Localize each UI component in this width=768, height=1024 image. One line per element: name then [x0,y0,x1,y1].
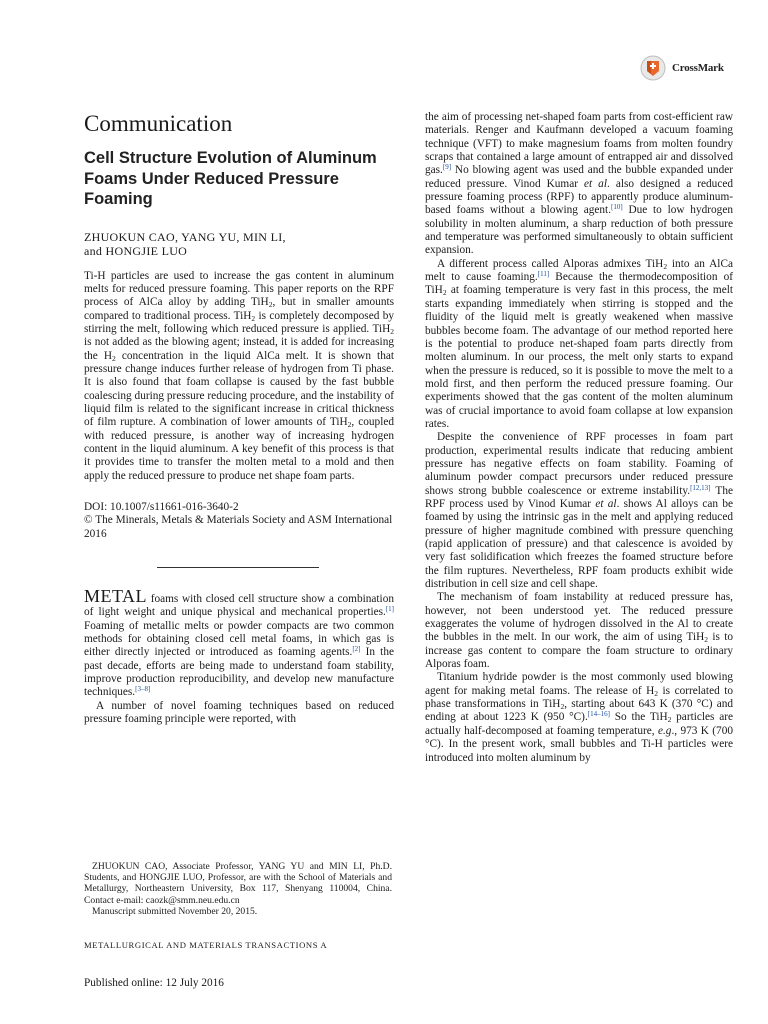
abstract: Ti-H particles are used to increase the gas content in aluminum melts for reduced pressure foaming. This paper reports on the RPF process of AlCa alloy by adding TiH$_2$, but in smaller amounts compared to traditional process. TiH$_2$ is completely decomposed by stirring the melt, following which reduced pressure is applied. TiH$_2$ is not added as the blowing agent; instead, it is added for increasing the $H_2$ concentration in the liquid AlCa melt. It is shown that pressure change induces further release of hydrogen from Ti phase. It is also found that foam collapse is caused by the fast bubble coalescing during pressure reducing procedure, and the instability of liquid film is related to the significant increase in critical thickness of film rupture. A combination of lower amounts of TiH$_2$, coupled with reduced pressure, is another way of increasing hydrogen content in the liquid aluminum. A key benefit of this process is that it provides time to transfer the molten metal to a mold and then apply the reduced pressure to produce net shape foam parts. [84,269,394,482]
body-paragraph-5: Titanium hydride powder is the most commonly used blowing agent for making metal foams. The release of $H_2$ is correlated to phase transformations in TiH$_2$, starting about 643 K (370 °C) and ending at about 1223 K (950 °C).[14–16] So the TiH$_2$ particles are actually half-decomposed at foaming temperature, e.g., 973 K (700 °C). In the present work, small bubbles and Ti-H particles were introduced into molten aluminum by [425,671,734,764]
introduction [84,586,394,726]
intro-paragraph-1 [84,586,394,700]
body-paragraph-4: The mechanism of foam instability at reduced pressure has, however, not been understood yet. The reduced pressure exaggerates the volume of hydrogen dissolved in the Al to create the bubbles in the melt. In our work, the aim of using TiH$_2$ is to increase gas content to compare the foam structure to ordinary Alporas foam. [425,591,733,671]
doi[interactable]: DOI: 10.1007/s11661-016-3640-2 [84,501,239,513]
section-label: Communication [84,111,233,136]
author-list [84,230,394,258]
intro-paragraph-2: A number of novel foaming techniques based on reduced pressure foaming principle were reported, with [84,699,394,726]
body-paragraph-1: the aim of processing net-shaped foam parts from cost-efficient raw materials. Renger and Kaufmann developed a vacuum foaming technique (VFT) to make magnesium foams from molten foundry scraps that contained a large amount of entrapped air and dissolved gas.[9] No blowing agent was used and the bubble expanded under reduced pressure. Vinod Kumar et al. also designed a reduced pressure foaming process (RPF) to apparently produce aluminum-based foams without a blowing agent.[10] Due to low hydrogen solubility in molten aluminum, a sharp reduction of both pressure and temperature was performed simultaneously to obtain sufficient expansion. [425,111,733,257]
affiliation-text: ZHUOKUN CAO, Associate Professor, YANG YU and MIN LI, Ph.D. Students, and HONGJIE LUO, Professor, are with the School of Materials and Metallurgy, Northeastern University, Box 117, Shenyang 110004, China. Contact e-mail: caozk@smm.neu.edu.cn [84,861,392,906]
body-paragraph-3: Despite the convenience of RPF processes in foam part production, experimental results indicate that reducing ambient pressure has negative effects on foam stability. Foaming of aluminum powder compact precursors under reduced pressure shows strong bubble coalescence or extreme instability.[12,13] The RPF process used by Vinod Kumar et al. shows Al alloys can be foamed by using the intrinsic gas in the melt and applying reduced pressure of higher magnitude combined with pressure quenching (rapid application of pressure) and that calescence is avoided by very fast solidification which freezes the foamed structure before the film ruptures. Nevertheless, RPF foam products exhibit wide distribution in cell size and cell shape. [425,431,733,591]
published-date: Published online: 12 July 2016 [84,977,224,989]
body-paragraph-2: A different process called Alporas admixes TiH$_2$ into an AlCa melt to cause foaming.[11] Because the thermodecomposition of TiH$_2$ at foaming temperature is very fast in this process, the melt starts expanding immediately when stirring is stopped and the fluidity of the liquid melt is greatly weakened when massive bubbles become foam. The advantage of our method reported here is the potential to produce net-shaped foam parts directly from molten aluminum. In our process, the melt only starts to expand when the pressure is reduced, so it is possible to move the melt to a mold first, and then perform the reduced pressure foaming. Our experiments showed that the gas content of the molten aluminum was of crucial importance to avoid foam collapse at low expansion rates. [425,257,733,430]
author-line-1: ZHUOKUN CAO, YANG YU, MIN LI, [84,229,286,244]
intro-paragraph-1-text: foams with closed cell structure show a combination of light weight and unique physical and mechanical properties.[1] Foaming of metallic melts or powder compacts are two common methods for obtaining closed cell metal foams, in which gas is either directly injected or introduced as foaming agents.[2] In the past decade, efforts are being made to understand foam stability, improve production reproducibility, and develop new manufacture techniques.[3–8] [84,593,394,699]
author-affiliation-footnote [84,861,392,917]
journal-name-footer: METALLURGICAL AND MATERIALS TRANSACTIONS A [84,940,328,950]
crossmark-badge[interactable] [640,54,752,82]
crossmark-icon [640,55,666,81]
article-title: Cell Structure Evolution of Aluminum Foams Under Reduced Pressure Foaming [84,149,377,208]
manuscript-date: Manuscript submitted November 20, 2015. [92,905,258,917]
right-column [425,111,733,765]
section-divider [157,567,319,568]
crossmark-label: CrossMark [672,62,724,74]
dropcap-word: METAL [84,586,148,607]
copyright-notice: © The Minerals, Metals & Materials Society and ASM International 2016 [84,514,393,540]
left-column [84,110,394,726]
author-line-2: and HONGJIE LUO [84,243,188,258]
